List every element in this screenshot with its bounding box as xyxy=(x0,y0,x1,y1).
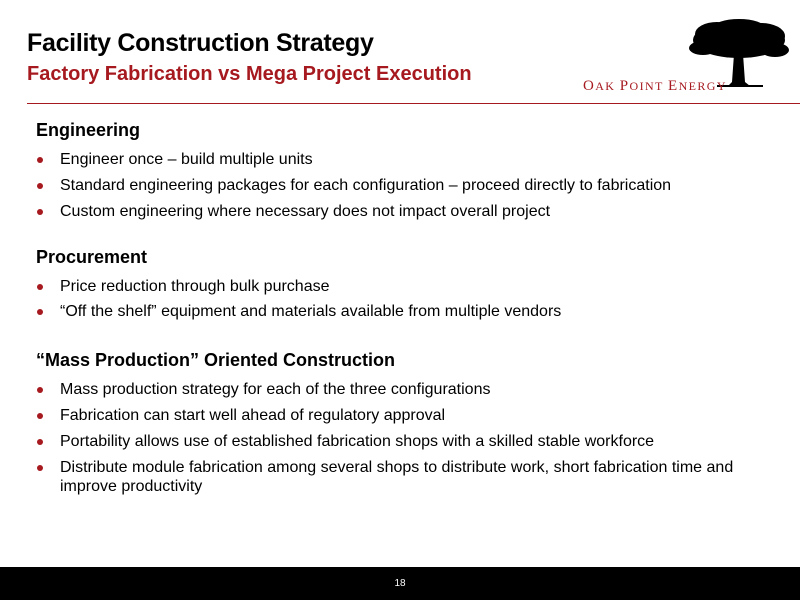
page-number: 18 xyxy=(394,578,406,589)
list-item-text: “Off the shelf” equipment and materials available from multiple vendors xyxy=(60,303,562,320)
logo-wordmark: OAK POINT ENERGY xyxy=(583,78,727,94)
bullet-dot-icon xyxy=(37,413,43,419)
header-divider xyxy=(27,103,800,104)
list-item xyxy=(37,202,757,221)
bullet-dot-icon xyxy=(37,309,43,315)
bullet-dot-icon xyxy=(37,439,43,445)
list-item xyxy=(37,432,757,451)
list-item-text: Portability allows use of established fabrication shops with a skilled stable workforce xyxy=(60,433,655,450)
list-item xyxy=(37,380,757,399)
list-item xyxy=(37,458,757,496)
slide-header xyxy=(0,0,800,104)
list-item xyxy=(37,302,757,321)
bullet-dot-icon xyxy=(37,209,43,215)
bullet-dot-icon xyxy=(37,387,43,393)
bullet-dot-icon xyxy=(37,465,43,471)
section-heading-construction: “Mass Production” Oriented Construction xyxy=(36,350,396,370)
list-item-text: Price reduction through bulk purchase xyxy=(60,278,330,295)
section-heading-engineering: Engineering xyxy=(36,120,141,140)
slide-title: Facility Construction Strategy xyxy=(27,29,374,57)
slide-footer xyxy=(0,567,800,600)
bullet-dot-icon xyxy=(37,157,43,163)
list-item xyxy=(37,277,757,296)
list-item-text: Engineer once – build multiple units xyxy=(60,151,313,168)
list-item-text: Standard engineering packages for each configuration – proceed directly to fabrication xyxy=(60,177,672,194)
list-item-text: Distribute module fabrication among several shops to distribute work, short fabrication time and improve productivity xyxy=(60,459,734,495)
list-item xyxy=(37,176,757,195)
list-item-text: Fabrication can start well ahead of regulatory approval xyxy=(60,407,446,424)
list-item xyxy=(37,406,757,425)
slide-subtitle: Factory Fabrication vs Mega Project Execution xyxy=(27,63,472,85)
bullet-dot-icon xyxy=(37,284,43,290)
list-item-text: Mass production strategy for each of the three configurations xyxy=(60,381,491,398)
company-logo xyxy=(583,18,791,94)
bullet-dot-icon xyxy=(37,183,43,189)
list-item xyxy=(37,150,757,169)
list-item-text: Custom engineering where necessary does not impact overall project xyxy=(60,203,551,220)
section-heading-procurement: Procurement xyxy=(36,247,148,267)
